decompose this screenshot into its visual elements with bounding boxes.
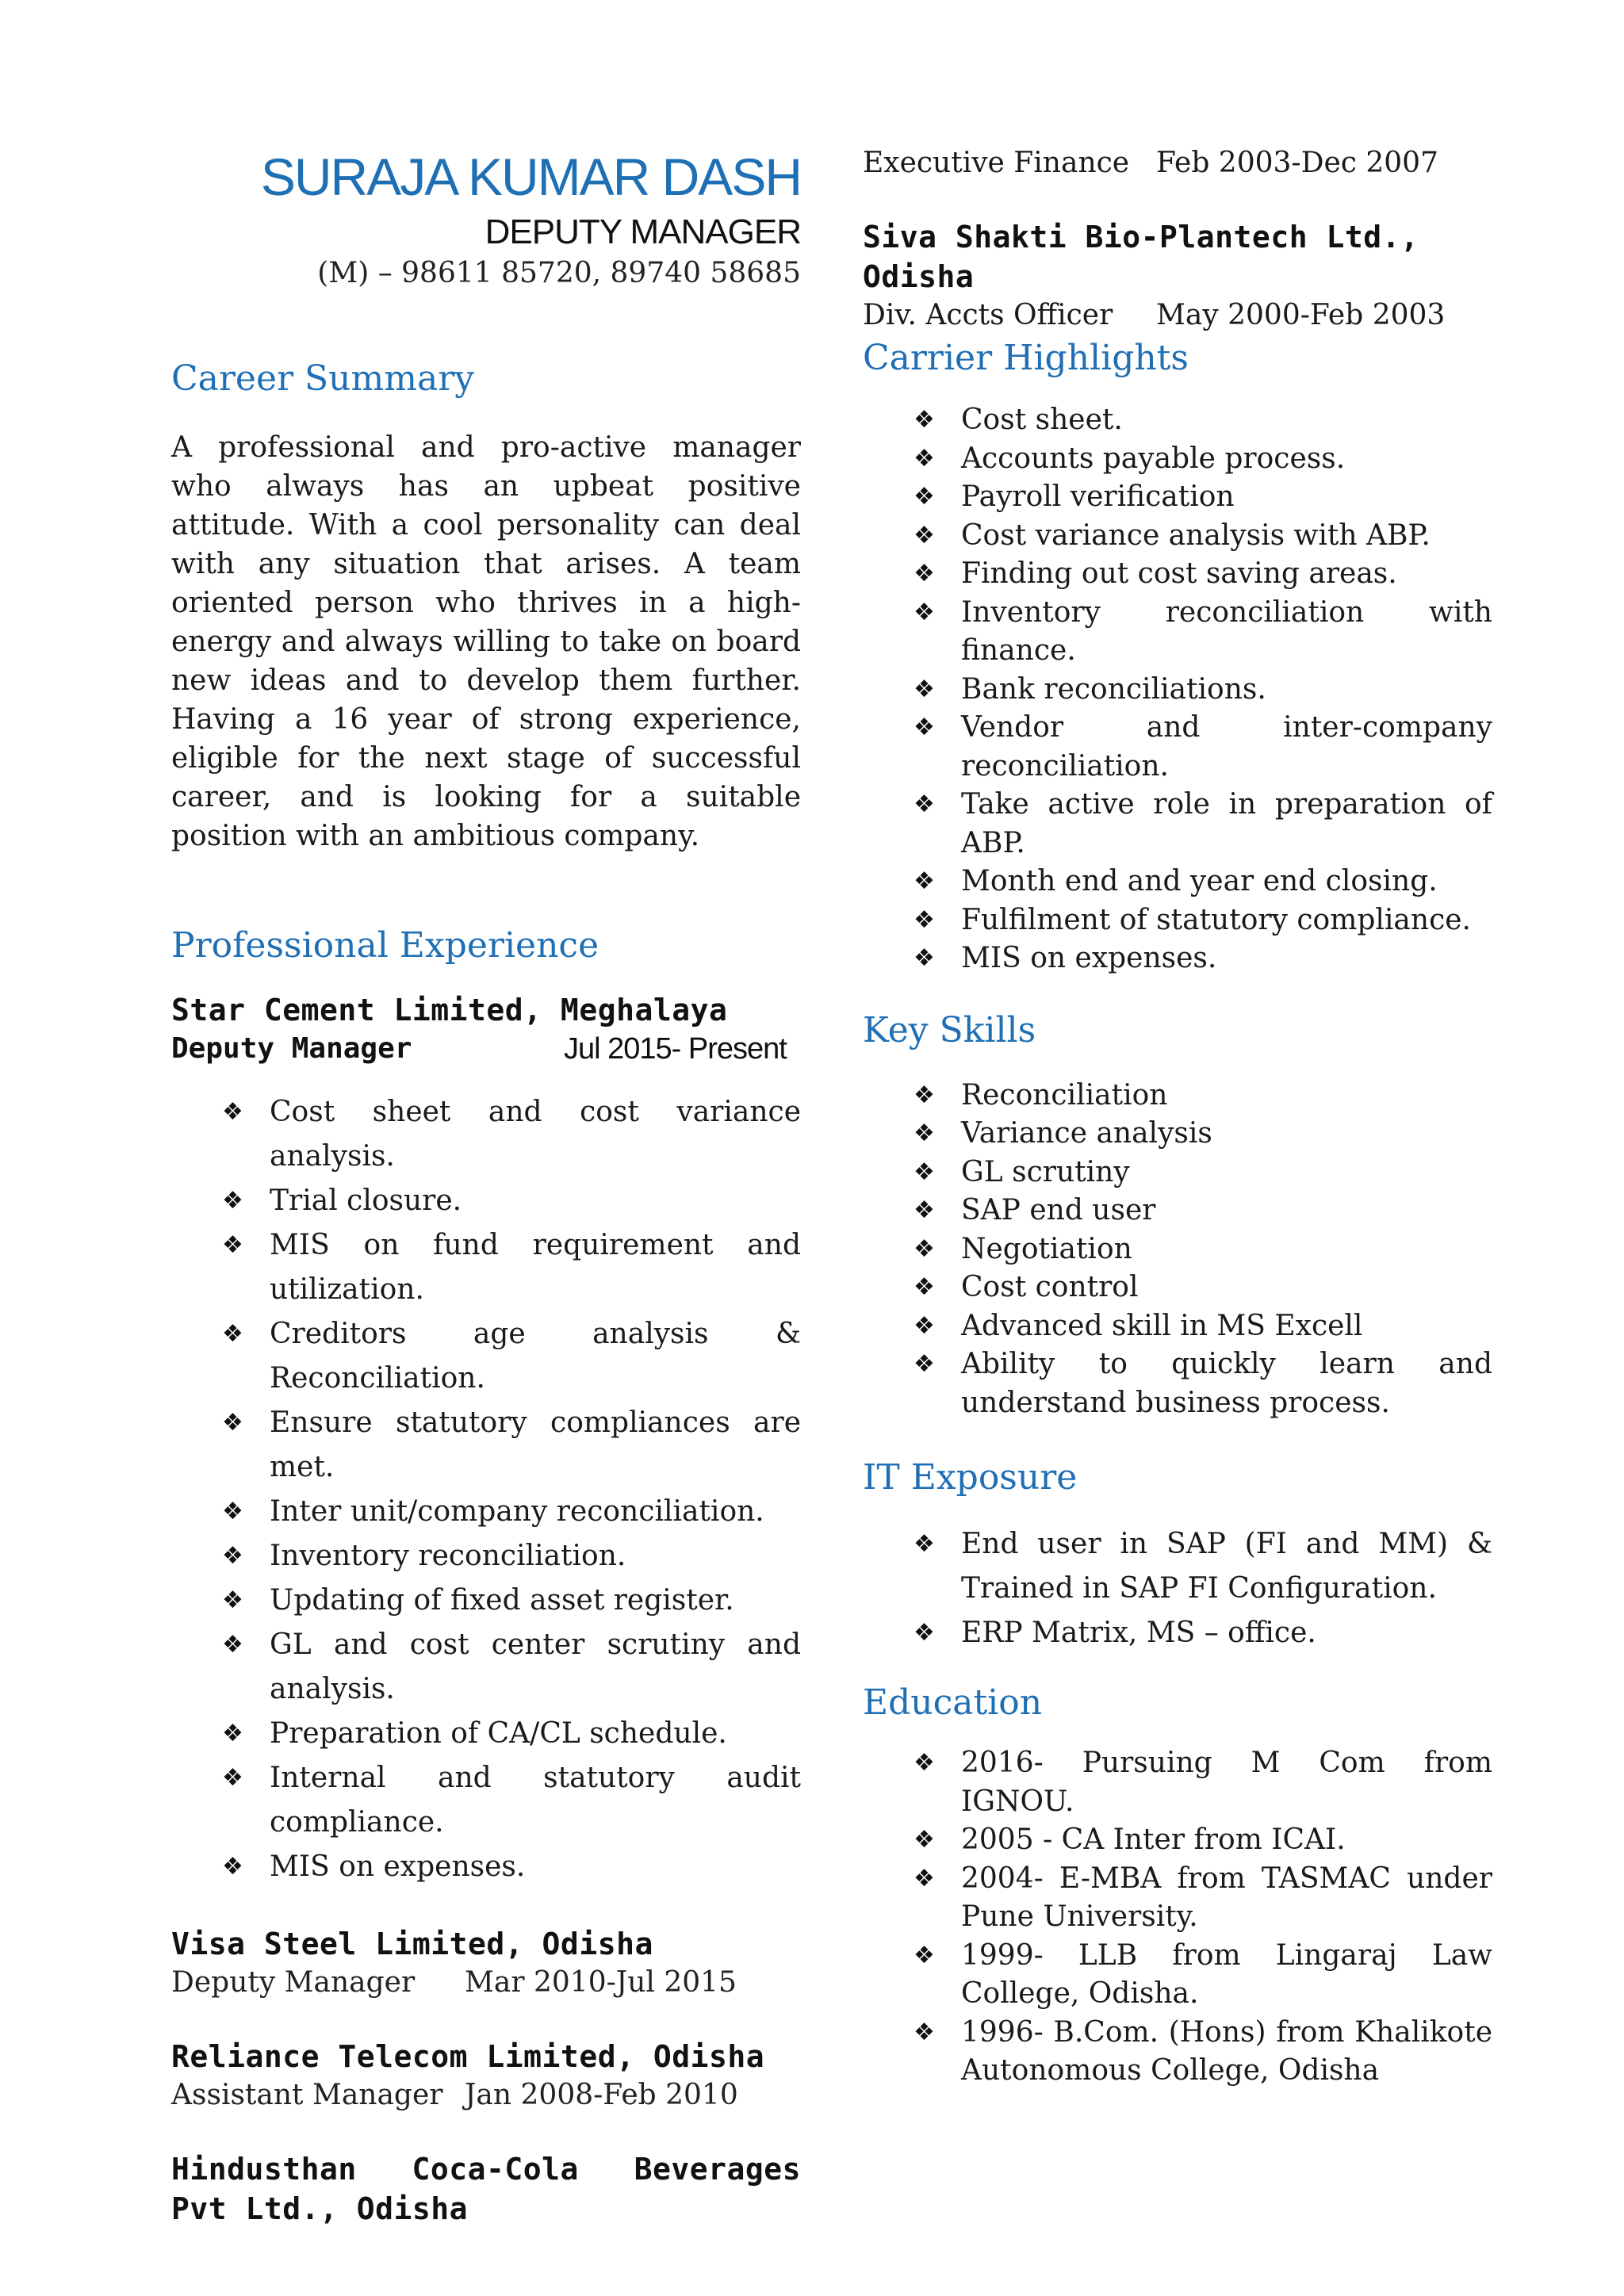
four-diamond-bullet-icon: ❖ — [914, 1749, 935, 1777]
list-item-text: 2004- E-MBA from TASMAC under Pune University. — [961, 1862, 1492, 1933]
four-diamond-bullet-icon: ❖ — [914, 483, 935, 511]
job-period: Feb 2003-Dec 2007 — [1156, 147, 1438, 179]
list-item — [863, 1522, 1492, 1611]
company-name: Visa Steel Limited, Odisha — [171, 1927, 653, 1961]
four-diamond-bullet-icon: ❖ — [914, 560, 935, 587]
list-item — [171, 1578, 801, 1623]
list-item-text: Cost sheet. — [961, 404, 1123, 436]
list-item — [863, 1307, 1492, 1346]
list-item — [863, 709, 1492, 786]
list-item — [863, 517, 1492, 556]
carrier-highlights-title: Carrier Highlights — [863, 338, 1189, 378]
role-line — [171, 1030, 801, 1068]
list-item-text: Accounts payable process. — [961, 442, 1346, 475]
key-skills-list — [863, 1077, 1492, 1423]
list-item-text: MIS on expenses. — [961, 942, 1217, 974]
it-exposure-title: IT Exposure — [863, 1457, 1078, 1498]
list-item-text: MIS on fund requirement and utilization. — [270, 1229, 801, 1306]
four-diamond-bullet-icon: ❖ — [222, 1586, 243, 1614]
list-item — [863, 594, 1492, 671]
list-item — [863, 1860, 1492, 1937]
four-diamond-bullet-icon: ❖ — [914, 905, 935, 934]
list-item — [171, 1845, 801, 1889]
four-diamond-bullet-icon: ❖ — [914, 1273, 935, 1301]
role-line-coca-cola — [863, 144, 1492, 182]
career-summary-text: A professional and pro-active manager who always has an upbeat positive attitude. With a cool personality can deal with any situation that arises. A team oriented person who thrives in a high-energy and always willing to take on board new ideas and to develop them further. Having a 16 year of strong experience, eligible for the next stage of successful career, and is looking for a suitable position with an ambitious company. — [171, 431, 801, 852]
list-item-text: Negotiation — [961, 1232, 1132, 1265]
four-diamond-bullet-icon: ❖ — [914, 675, 935, 703]
four-diamond-bullet-icon: ❖ — [914, 1119, 935, 1147]
list-item-text: Ensure statutory compliances are met. — [270, 1406, 801, 1483]
list-item-text: End user in SAP (FI and MM) & Trained in SAP FI Configuration. — [961, 1528, 1492, 1605]
list-item-text: GL and cost center scrutiny and analysis. — [270, 1628, 801, 1705]
list-item — [863, 1154, 1492, 1192]
list-item-text: 2005 - CA Inter from ICAI. — [961, 1823, 1346, 1856]
key-skills-title: Key Skills — [863, 1009, 1036, 1050]
list-item — [171, 1179, 801, 1223]
list-item-text: Month end and year end closing. — [961, 865, 1438, 897]
list-item-text: Preparation of CA/CL schedule. — [270, 1717, 727, 1750]
list-item — [863, 901, 1492, 940]
company-name: Reliance Telecom Limited, Odisha — [171, 2039, 765, 2074]
list-item — [863, 401, 1492, 440]
list-item-text: Inventory reconciliation. — [270, 1540, 626, 1572]
four-diamond-bullet-icon: ❖ — [914, 1081, 935, 1109]
list-item-text: Inter unit/company reconciliation. — [270, 1495, 764, 1528]
list-item — [863, 1345, 1492, 1422]
four-diamond-bullet-icon: ❖ — [222, 1098, 243, 1126]
header — [171, 143, 801, 293]
it-exposure-list — [863, 1522, 1492, 1655]
job-role: Div. Accts Officer — [863, 299, 1113, 331]
role-line — [171, 1964, 801, 2002]
list-item-text: Bank reconciliations. — [961, 672, 1266, 706]
list-item — [171, 1756, 801, 1845]
list-item-text: 1999- LLB from Lingaraj Law College, Odisha. — [961, 1938, 1492, 2010]
list-item — [171, 1312, 801, 1401]
list-item-text: GL scrutiny — [961, 1155, 1130, 1188]
four-diamond-bullet-icon: ❖ — [222, 1542, 243, 1570]
list-item — [171, 1623, 801, 1712]
four-diamond-bullet-icon: ❖ — [914, 1941, 935, 1969]
four-diamond-bullet-icon: ❖ — [914, 598, 935, 626]
carrier-highlights-list — [863, 401, 1492, 978]
list-item — [171, 1490, 801, 1534]
job-duties-list — [171, 1090, 801, 1889]
list-item — [863, 1077, 1492, 1115]
four-diamond-bullet-icon: ❖ — [222, 1853, 243, 1881]
list-item-text: Internal and statutory audit compliance. — [270, 1762, 801, 1839]
list-item — [863, 555, 1492, 594]
role-line — [171, 2076, 801, 2114]
list-item-text: Cost sheet and cost variance analysis. — [270, 1096, 801, 1173]
four-diamond-bullet-icon: ❖ — [914, 714, 935, 741]
role-line — [863, 297, 1492, 335]
list-item — [171, 1401, 801, 1490]
list-item-text: Finding out cost saving areas. — [961, 557, 1397, 590]
four-diamond-bullet-icon: ❖ — [914, 790, 935, 818]
list-item-text: Payroll verification — [961, 480, 1235, 513]
four-diamond-bullet-icon: ❖ — [222, 1320, 243, 1348]
list-item-text: 2016- Pursuing M Com from IGNOU. — [961, 1747, 1492, 1818]
list-item — [863, 1744, 1492, 1821]
list-item-text: ERP Matrix, MS – office. — [961, 1617, 1316, 1649]
four-diamond-bullet-icon: ❖ — [222, 1231, 243, 1259]
professional-experience-title: Professional Experience — [171, 925, 599, 966]
list-item — [863, 1230, 1492, 1269]
four-diamond-bullet-icon: ❖ — [222, 1720, 243, 1747]
list-item — [171, 1534, 801, 1578]
list-item-text: Ability to quickly learn and understand business process. — [961, 1348, 1492, 1419]
list-item-text: Cost variance analysis with ABP. — [961, 519, 1431, 552]
four-diamond-bullet-icon: ❖ — [222, 1409, 243, 1437]
list-item-text: Variance analysis — [961, 1117, 1212, 1150]
job-star-cement — [171, 990, 801, 1889]
left-column — [171, 143, 801, 2229]
four-diamond-bullet-icon: ❖ — [914, 1864, 935, 1892]
company-name: Star Cement Limited, Meghalaya — [171, 993, 728, 1027]
education-title: Education — [863, 1682, 1043, 1723]
list-item — [863, 1821, 1492, 1860]
list-item — [171, 1712, 801, 1756]
four-diamond-bullet-icon: ❖ — [914, 1530, 935, 1558]
list-item — [863, 2014, 1492, 2091]
list-item — [863, 1937, 1492, 2014]
list-item-text: Advanced skill in MS Excell — [961, 1309, 1363, 1342]
list-item-text: Updating of fixed asset register. — [270, 1584, 734, 1617]
four-diamond-bullet-icon: ❖ — [914, 867, 935, 895]
four-diamond-bullet-icon: ❖ — [914, 444, 935, 473]
four-diamond-bullet-icon: ❖ — [914, 521, 935, 549]
four-diamond-bullet-icon: ❖ — [222, 1764, 243, 1792]
company-name: Hindusthan Coca-Cola Beverages Pvt Ltd., Odisha — [171, 2152, 801, 2226]
list-item-text: MIS on expenses. — [270, 1850, 526, 1883]
list-item — [863, 671, 1492, 710]
list-item — [863, 1269, 1492, 1307]
job-role: Assistant Manager — [171, 2079, 443, 2111]
right-column — [863, 143, 1492, 2091]
four-diamond-bullet-icon: ❖ — [914, 1619, 935, 1647]
job-role: Deputy Manager — [171, 1966, 416, 1999]
list-item-text: Reconciliation — [961, 1078, 1168, 1112]
list-item — [171, 1090, 801, 1179]
list-item-text: Take active role in preparation of ABP. — [961, 788, 1492, 859]
job-visa-steel — [171, 1924, 801, 2002]
four-diamond-bullet-icon: ❖ — [222, 1187, 243, 1215]
job-role: Deputy Manager — [171, 1032, 412, 1065]
job-period: Mar 2010-Jul 2015 — [465, 1966, 737, 1999]
candidate-name: SURAJA KUMAR DASH — [260, 147, 801, 206]
job-siva-shakti — [863, 217, 1492, 335]
list-item-text: Creditors age analysis & Reconciliation. — [270, 1318, 801, 1395]
job-period: May 2000-Feb 2003 — [1156, 299, 1446, 331]
job-coca-cola-company — [171, 2149, 801, 2229]
phone-numbers: (M) – 98611 85720, 89740 58685 — [317, 257, 801, 289]
four-diamond-bullet-icon: ❖ — [914, 1311, 935, 1340]
designation: DEPUTY MANAGER — [485, 212, 801, 251]
four-diamond-bullet-icon: ❖ — [914, 406, 935, 434]
job-reliance-telecom — [171, 2037, 801, 2114]
four-diamond-bullet-icon: ❖ — [914, 1826, 935, 1854]
job-period: Jan 2008-Feb 2010 — [465, 2079, 738, 2111]
four-diamond-bullet-icon: ❖ — [914, 1234, 935, 1263]
job-role: Executive Finance — [863, 147, 1130, 179]
list-item — [863, 939, 1492, 978]
list-item — [863, 478, 1492, 517]
list-item — [863, 863, 1492, 901]
list-item — [863, 440, 1492, 479]
career-summary-title: Career Summary — [171, 358, 475, 399]
education-list — [863, 1744, 1492, 2091]
four-diamond-bullet-icon: ❖ — [222, 1498, 243, 1525]
list-item — [863, 1611, 1492, 1655]
job-period: Jul 2015- Present — [564, 1032, 787, 1066]
company-name: Siva Shakti Bio-Plantech Ltd., Odisha — [863, 220, 1419, 294]
four-diamond-bullet-icon: ❖ — [914, 1350, 935, 1378]
four-diamond-bullet-icon: ❖ — [914, 1196, 935, 1224]
four-diamond-bullet-icon: ❖ — [222, 1631, 243, 1659]
list-item-text: Inventory reconciliation with finance. — [961, 595, 1492, 667]
list-item — [863, 1115, 1492, 1154]
list-item-text: Trial closure. — [270, 1184, 462, 1217]
list-item-text: SAP end user — [961, 1194, 1156, 1226]
list-item — [863, 786, 1492, 863]
list-item — [863, 1192, 1492, 1230]
four-diamond-bullet-icon: ❖ — [914, 1158, 935, 1186]
list-item-text: Vendor and inter-company reconciliation. — [961, 711, 1492, 783]
list-item-text: 1996- B.Com. (Hons) from Khalikote Autonomous College, Odisha — [961, 2015, 1492, 2087]
list-item — [171, 1223, 801, 1312]
list-item-text: Cost control — [961, 1271, 1139, 1303]
four-diamond-bullet-icon: ❖ — [914, 944, 935, 972]
list-item-text: Fulfilment of statutory compliance. — [961, 903, 1471, 936]
four-diamond-bullet-icon: ❖ — [914, 2018, 935, 2046]
